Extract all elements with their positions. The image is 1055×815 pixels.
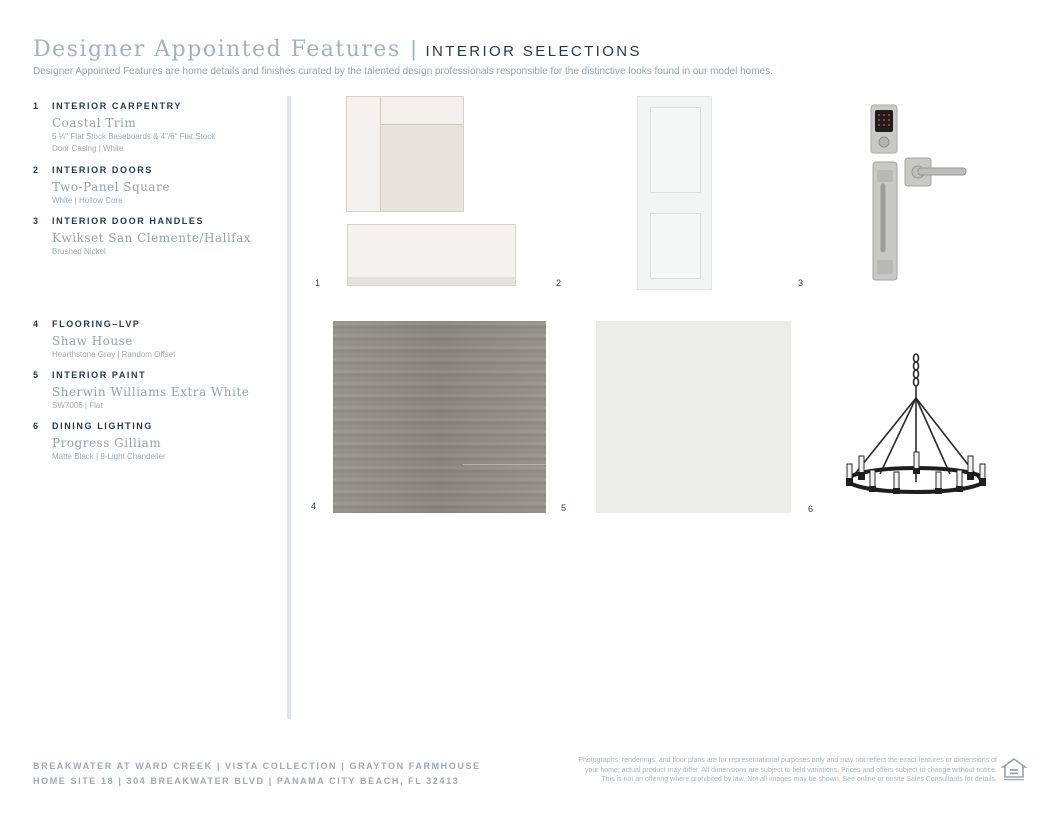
title-separator: | <box>410 36 417 61</box>
door-handle-image <box>865 100 975 285</box>
feature-detail: 5 ¼" Flat Stock Baseboards & 4"/6" Flat Stock <box>52 132 216 141</box>
footer-address <box>33 759 481 789</box>
feature-category: DINING LIGHTING <box>52 421 153 431</box>
page-header <box>33 36 642 62</box>
feature-number: 6 <box>33 421 40 431</box>
door-image <box>637 96 712 290</box>
feature-item-dining-lighting <box>33 421 283 462</box>
equal-housing-opportunity-icon <box>1001 758 1027 782</box>
feature-category: INTERIOR DOORS <box>52 165 153 175</box>
section-title: INTERIOR SELECTIONS <box>425 43 642 60</box>
footer-homesite-line: HOME SITE 18 | 304 BREAKWATER BLVD | PANAMA CITY BEACH, FL 32413 <box>33 776 460 786</box>
disclaimer-line: This is not an offering where prohibited by law. Not all images may be shown. See online or onsite Sales Consultants for details. <box>601 776 997 783</box>
feature-detail: Matte Black | 9-Light Chandelier <box>52 452 166 461</box>
feature-name: Sherwin Williams Extra White <box>52 385 250 399</box>
image-label-1: 1 <box>315 278 321 288</box>
feature-category: FLOORING–LVP <box>52 319 141 329</box>
page-title: Designer Appointed Features <box>33 37 401 62</box>
trim-corner-image <box>346 96 464 212</box>
feature-name: Kwikset San Clemente/Halifax <box>52 231 252 245</box>
feature-detail: White | Hollow Core <box>52 196 123 205</box>
feature-name: Coastal Trim <box>52 116 137 130</box>
feature-item-flooring-lvp <box>33 319 283 360</box>
feature-category: INTERIOR DOOR HANDLES <box>52 216 205 226</box>
image-label-6: 6 <box>808 504 814 514</box>
feature-number: 3 <box>33 216 40 226</box>
feature-item-interior-door-handles <box>33 216 283 257</box>
feature-name: Progress Gilliam <box>52 436 162 450</box>
feature-number: 2 <box>33 165 40 175</box>
footer-community-line: BREAKWATER AT WARD CREEK | VISTA COLLECTION | GRAYTON FARMHOUSE <box>33 761 481 771</box>
feature-detail: Brushed Nickel <box>52 247 106 256</box>
feature-number: 4 <box>33 319 40 329</box>
trim-baseboard-image <box>347 224 516 286</box>
footer-disclaimer <box>500 756 997 785</box>
chandelier-image <box>840 352 1000 502</box>
feature-item-interior-carpentry <box>33 101 283 154</box>
feature-detail: Door Casing | White <box>52 144 124 153</box>
image-label-5: 5 <box>561 503 567 513</box>
feature-item-interior-paint <box>33 370 283 411</box>
feature-item-interior-doors <box>33 165 283 206</box>
image-label-3: 3 <box>798 278 804 288</box>
image-label-2: 2 <box>556 278 562 288</box>
lvp-flooring-swatch <box>333 321 546 513</box>
feature-detail: Hearthstone Gray | Random Offset <box>52 350 176 359</box>
feature-name: Shaw House <box>52 334 133 348</box>
vertical-divider <box>287 96 291 719</box>
feature-name: Two-Panel Square <box>52 180 170 194</box>
paint-swatch <box>596 321 791 513</box>
feature-detail: SW7006 | Flat <box>52 401 103 410</box>
feature-number: 5 <box>33 370 40 380</box>
feature-category: INTERIOR CARPENTRY <box>52 101 182 111</box>
disclaimer-line: your home; actual product may differ. All dimensions are subject to field variations. Prices and offers subject to change without notice. <box>584 766 997 774</box>
page-subtitle: Designer Appointed Features are home details and finishes curated by the talented design professionals responsible for the distinctive looks found in our model homes. <box>33 66 773 77</box>
feature-category: INTERIOR PAINT <box>52 370 147 380</box>
disclaimer-line: Photographs, renderings, and floor plans are for representational purposes only and may not reflect the exact features or dimensions of <box>578 757 997 764</box>
image-label-4: 4 <box>311 501 317 511</box>
feature-number: 1 <box>33 101 40 111</box>
